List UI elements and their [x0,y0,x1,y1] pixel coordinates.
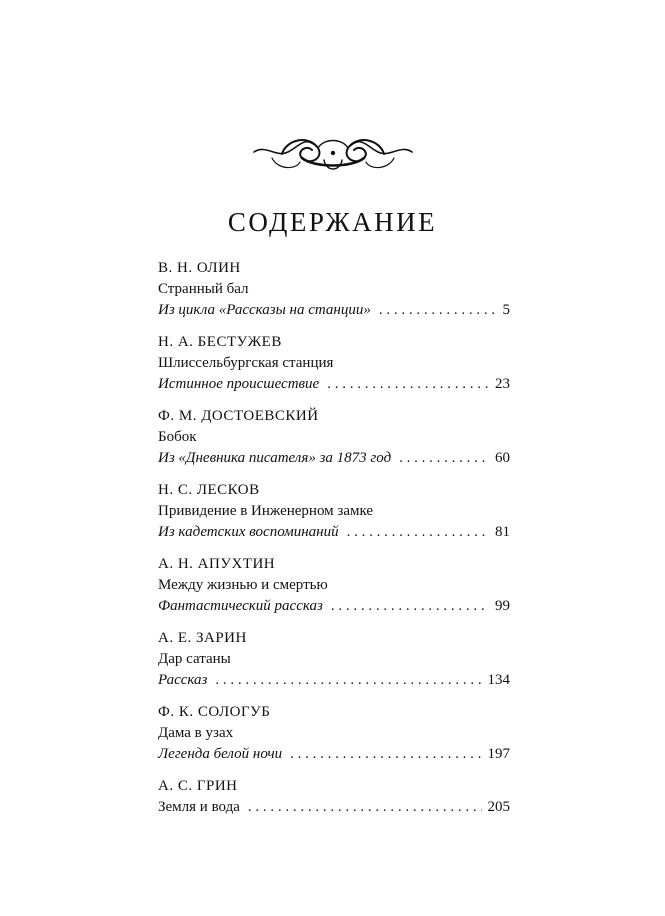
entry-title: Шлиссельбургская станция [158,355,334,371]
entry-title: Странный бал [158,281,249,297]
entry-author: Ф. К. СОЛОГУБ [158,704,271,720]
entry-subtitle: Из кадетских воспоминаний [158,524,339,540]
dot-leader [248,797,482,818]
entry-title: Бобок [158,429,197,445]
entry-subtitle: Рассказ [158,672,208,688]
toc-entry [158,332,510,395]
dot-leader [347,522,489,543]
entry-subtitle: Легенда белой ночи [158,746,283,762]
entry-title: Дар сатаны [158,651,231,667]
entry-subtitle-row [158,448,510,469]
entry-subtitle: Фантастический рассказ [158,598,323,614]
dot-leader [215,670,481,691]
entry-author: А. Е. ЗАРИН [158,630,247,646]
dot-leader [399,448,489,469]
flourish-ornament-icon [252,128,414,178]
entry-page-number: 23 [495,376,510,392]
toc-entry [158,554,510,617]
entry-author: Ф. М. ДОСТОЕВСКИЙ [158,408,319,424]
entry-page-number: 60 [495,450,510,466]
entry-title: Земля и вода [158,799,240,815]
entry-author: Н. С. ЛЕСКОВ [158,482,260,498]
entry-title: Между жизнью и смертью [158,577,328,593]
entry-subtitle-row [158,374,510,395]
toc-entry [158,406,510,469]
entry-subtitle-row [158,670,510,691]
entry-subtitle-row [158,744,510,765]
dot-leader [327,374,489,395]
entry-subtitle: Из цикла «Рассказы на станции» [158,302,371,318]
entry-page-number: 81 [495,524,510,540]
toc-entry [158,776,510,818]
entry-title: Привидение в Инженерном замке [158,503,374,519]
toc-entry [158,628,510,691]
toc-entry [158,258,510,321]
entry-page-number: 205 [487,799,510,815]
entry-subtitle-row [158,300,510,321]
entry-author: Н. А. БЕСТУЖЕВ [158,334,282,350]
entry-page-number: 5 [502,302,510,318]
entry-page-number: 134 [487,672,510,688]
entry-author: А. С. ГРИН [158,778,238,794]
entry-title: Дама в узах [158,725,234,741]
entry-page-number: 99 [495,598,510,614]
entry-page-number: 197 [487,746,510,762]
entry-author: В. Н. ОЛИН [158,260,241,276]
entry-subtitle: Истинное происшествие [158,376,320,392]
entry-subtitle: Из «Дневника писателя» за 1873 год [158,450,392,466]
toc-entry [158,702,510,765]
dot-leader [290,744,481,765]
toc-entry [158,480,510,543]
entry-subtitle-row [158,522,510,543]
entry-subtitle-row [158,596,510,617]
entry-author: А. Н. АПУХТИН [158,556,276,572]
table-of-contents [158,258,510,829]
entry-title-row [158,797,510,818]
page-title: СОДЕРЖАНИЕ [227,207,438,237]
dot-leader [331,596,489,617]
dot-leader [379,300,497,321]
